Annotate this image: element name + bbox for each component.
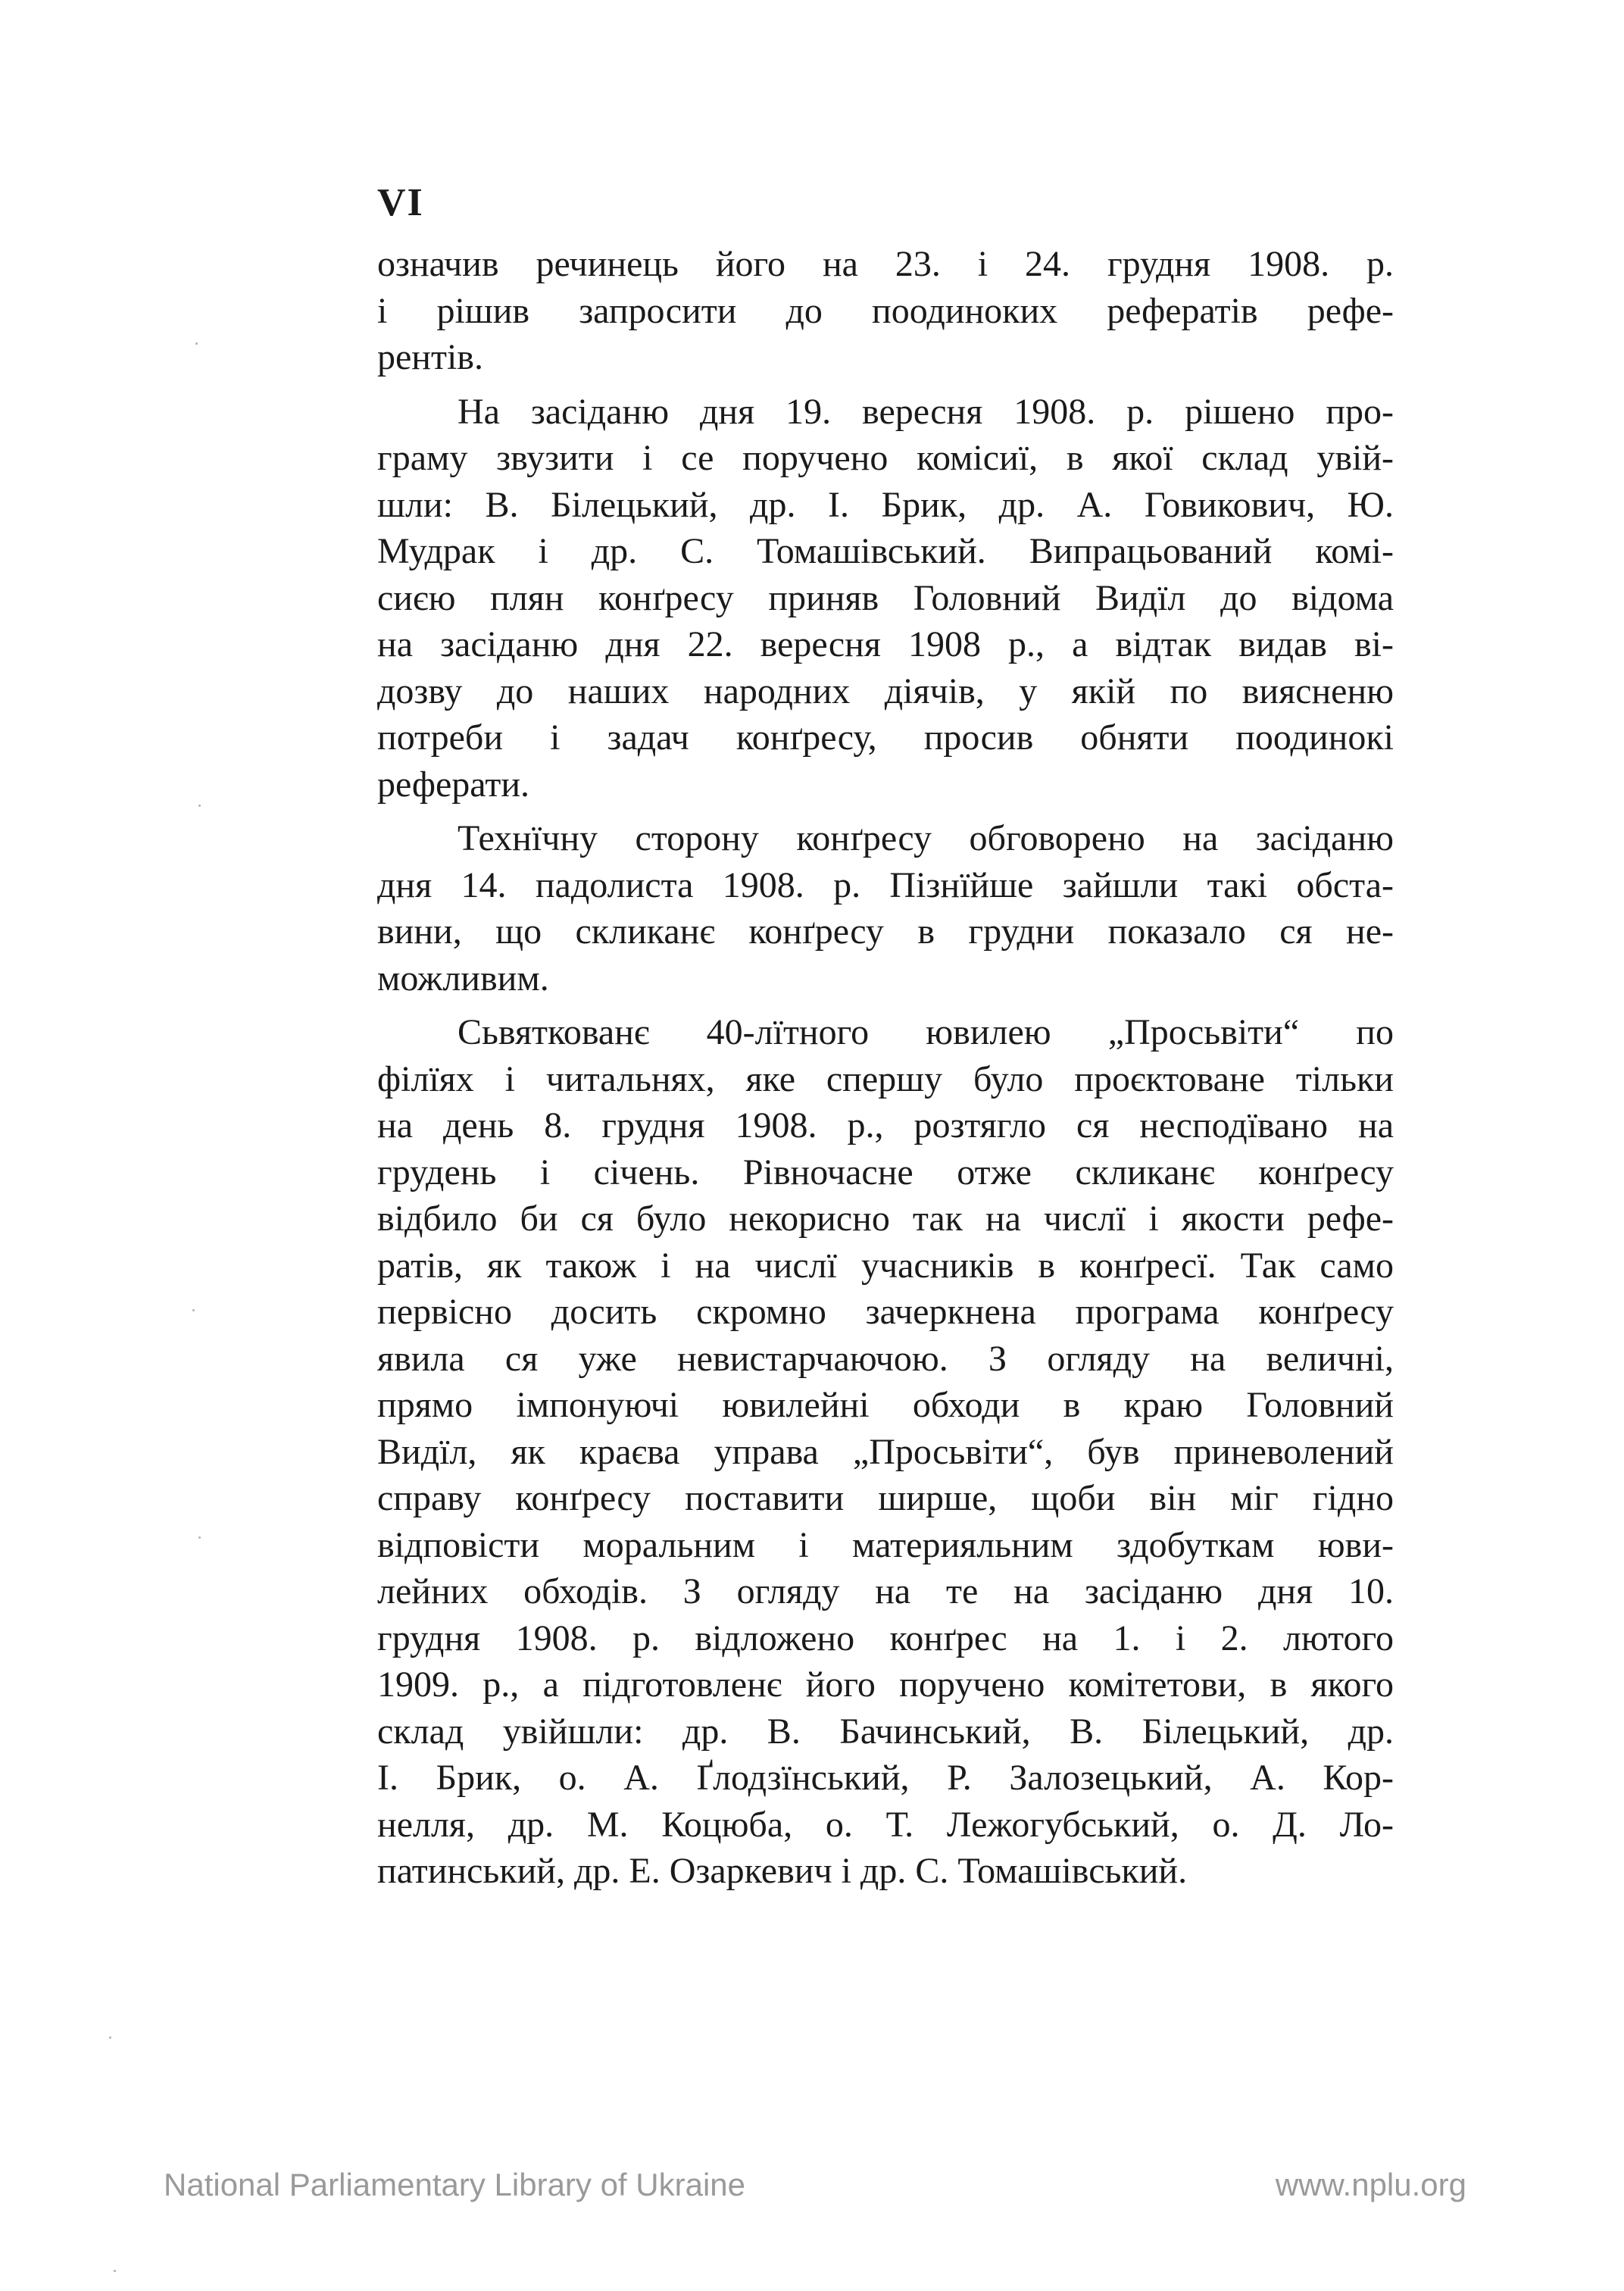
text-line: дозву до наших народних діячів, у якій по виясненю — [377, 670, 1394, 711]
text-line: грудня 1908. р. відложено конґрес на 1. і 2. лютого — [377, 1617, 1394, 1658]
text-line: ратів, як також і на числї учасників в конґресї. Так само — [377, 1245, 1394, 1286]
text-line: можливим. — [377, 958, 549, 999]
text-line: реферати. — [377, 764, 530, 805]
text-line: вини, що скликанє конґресу в грудни показало ся не- — [377, 911, 1394, 952]
paragraph — [377, 241, 1394, 381]
text-line: справу конґресу поставити ширше, щоби він міг гідно — [377, 1478, 1394, 1518]
text-line: нелля, др. М. Коцюба, о. Т. Лежогубський, о. Д. Ло- — [377, 1804, 1394, 1845]
text-line: філїях і читальнях, яке спершу було проєктоване тільки — [377, 1058, 1394, 1099]
text-line: сиєю плян конґресу приняв Головний Видїл до відома — [377, 577, 1394, 618]
text-line: прямо імпонуючі ювилейні обходи в краю Головний — [377, 1385, 1394, 1425]
text-line: Сьвяткованє 40-лїтного ювилею „Просьвіти“ по — [458, 1012, 1394, 1052]
paragraph-gap — [377, 381, 1394, 389]
text-line: 1909. р., а підготовленє його поручено комітетови, в якого — [377, 1664, 1394, 1705]
text-line: дня 14. падолиста 1908. р. Пізнїйше зайшли такі обста- — [377, 864, 1394, 905]
paragraph — [377, 389, 1394, 808]
paragraph-gap — [377, 808, 1394, 815]
scan-speck — [109, 2036, 111, 2039]
page-number: VI — [377, 181, 424, 224]
paragraph — [377, 1009, 1394, 1895]
text-line: рентів. — [377, 337, 483, 377]
text-line: грудень і січень. Рівночасне отже скликанє конґресу — [377, 1152, 1394, 1192]
footer-library-name: National Parliamentary Library of Ukraine — [164, 2167, 745, 2202]
text-line: Технїчну сторону конґресу обговорено на засіданю — [458, 818, 1394, 858]
text-line: Мудрак і др. С. Томашівський. Випрацьований комі- — [377, 531, 1394, 571]
text-line: І. Брик, о. А. Ґлодзїнський, Р. Залозецький, А. Кор- — [377, 1758, 1394, 1798]
text-line: лейних обходів. З огляду на те на засіданю дня 10. — [377, 1571, 1394, 1611]
document-body — [377, 241, 1394, 1895]
text-line: патинський, др. Е. Озаркевич і др. С. Томашівський. — [377, 1851, 1188, 1891]
text-line: склад увійшли: др. В. Бачинський, В. Білецький, др. — [377, 1711, 1394, 1752]
scan-speck — [198, 1536, 201, 1539]
text-line: означив речинець його на 23. і 24. грудня 1908. р. — [377, 244, 1394, 284]
scan-speck — [198, 805, 201, 807]
text-line: потреби і задач конґресу, просив обняти поодинокі — [377, 717, 1394, 758]
text-line: шли: В. Білецький, др. І. Брик, др. А. Говикович, Ю. — [377, 484, 1394, 525]
text-line: На засіданю дня 19. вересня 1908. р. рішено про- — [458, 391, 1394, 432]
text-line: Видїл, як краєва управа „Просьвіти“, був приневолений — [377, 1431, 1394, 1472]
scan-speck — [195, 342, 198, 345]
text-line: явила ся уже невистарчаючою. З огляду на величні, — [377, 1338, 1394, 1379]
scan-speck — [192, 1309, 195, 1311]
footer-website: www.nplu.org — [1275, 2167, 1466, 2202]
text-line: відповісти моральним і материяльним здобуткам юви- — [377, 1524, 1394, 1565]
text-line: на день 8. грудня 1908. р., розтягло ся несподївано на — [377, 1105, 1394, 1146]
text-line: і рішив запросити до поодиноких рефератів рефе- — [377, 290, 1394, 331]
text-line: на засіданю дня 22. вересня 1908 р., а відтак видав ві- — [377, 624, 1394, 664]
paragraph — [377, 815, 1394, 1002]
text-line: первісно досить скромно зачеркнена програма конґресу — [377, 1292, 1394, 1332]
text-line: відбило би ся було некорисно так на числї і якости рефе- — [377, 1199, 1394, 1239]
scan-speck — [114, 2270, 116, 2272]
text-line: граму звузити і се поручено комісиї, в якої склад увій- — [377, 438, 1394, 478]
paragraph-gap — [377, 1002, 1394, 1009]
